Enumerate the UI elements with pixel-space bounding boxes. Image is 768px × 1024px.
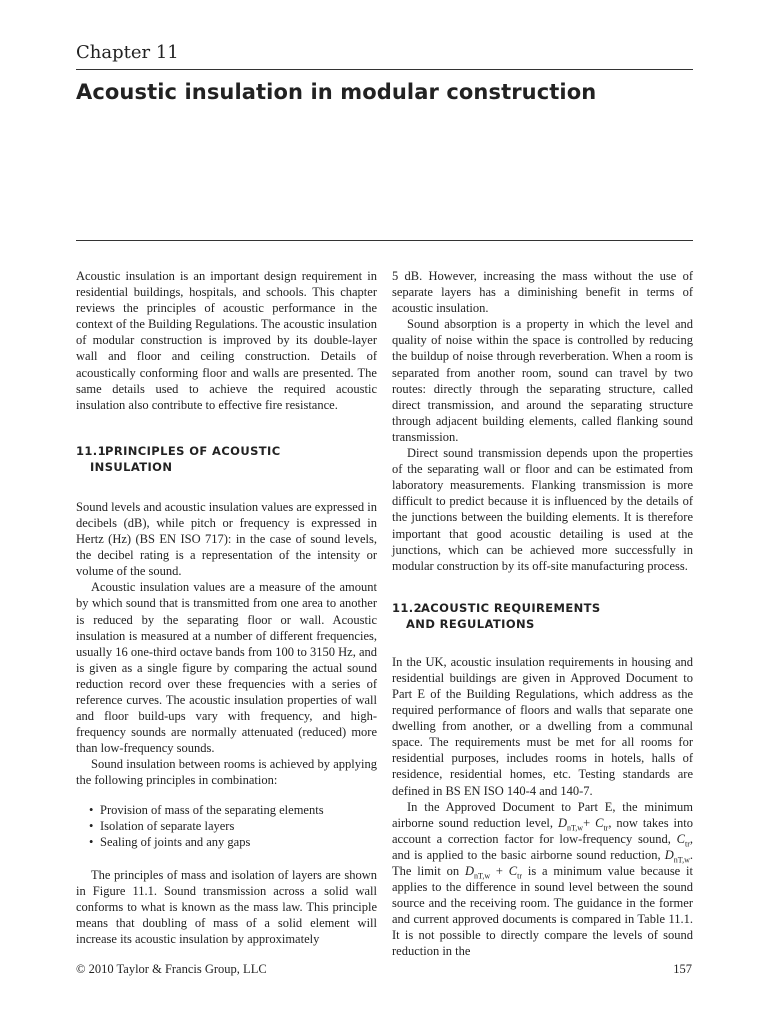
chapter-title: Acoustic insulation in modular construction <box>76 80 597 104</box>
principles-list <box>76 802 377 850</box>
list-item-text: Isolation of separate layers <box>100 818 235 833</box>
bullet-icon: • <box>89 834 94 849</box>
page-number: 157 <box>673 962 692 976</box>
list-item <box>89 818 377 834</box>
list-item-text: Sealing of joints and any gaps <box>100 834 251 849</box>
section-number: 11.2 <box>392 600 422 615</box>
paragraph: 5 dB. However, increasing the mass without the use of separate layers has a diminishing benefit in terms of acoustic insulation. <box>392 269 693 316</box>
intro-paragraph: Acoustic insulation is an important design requirement in residential buildings, hospitals, and schools. This chapter reviews the principles of acoustic performance in the context of the Building Regulations. The acoustic insulation of modular construction is improved by its double-layer wall and floor and ceiling construction. Details of acoustically conforming floor and walls are presented. The same details used to achieve the required acoustic insulation also contribute to effective fire resistance. <box>76 269 377 412</box>
list-item <box>89 802 377 818</box>
section-heading-11-1 <box>76 443 377 475</box>
list-item <box>89 834 377 850</box>
paragraph: Direct sound transmission depends upon the properties of the separating wall or floor and can be estimated from laboratory measurements. Flanking transmission is more difficult to predict because it is influenced by the details of the junctions between the building elements. It is therefore important that good acoustic detailing is used at the junctions, which can be achieved more successfully in modular construction by its off-site manufacturing process. <box>392 446 693 573</box>
paragraph-with-formulas: In the Approved Document to Part E, the minimum airborne sound reduction level, $D_{nT,w}+ C_{tr}$, now takes into account a correction factor for low-frequency sound, $C_{tr}$, and is applied to the basic airborne sound reduction, $D_{nT,w}$. The limit on $D_{nT,w} + C_{tr}$ is a minimum value because it applies to the difference in sound level between the sound source and the receiving room. The guidance in the former and current approved documents is compared in Table 11.1. It is not possible to directly compare the levels of sound reduction in the <box>392 799 693 959</box>
paragraph: Acoustic insulation values are a measure of the amount by which sound that is transmitted from one area to another is reduced by the separating floor or wall. Acoustic insulation is measured at a number of different frequencies, usually 16 one-third octave bands from 100 to 3150 Hz, and is given as a single figure by comparing the actual sound reduction record over these frequencies with a series of reference curves. The acoustic insulation properties of wall and floor build-ups vary with frequency, and high-frequency sounds are normally attenuated (reduced) more than low-frequency sounds. <box>76 580 377 756</box>
section-title-line2: AND REGULATIONS <box>406 616 535 631</box>
section-title-line1: ACOUSTIC REQUIREMENTS <box>421 600 601 615</box>
header-bottom-rule <box>76 240 693 241</box>
bullet-icon: • <box>89 818 94 833</box>
paragraph: Sound insulation between rooms is achieved by applying the following principles in combination: <box>76 757 377 788</box>
right-column <box>392 268 693 960</box>
copyright-notice: © 2010 Taylor & Francis Group, LLC <box>76 962 267 976</box>
chapter-label: Chapter 11 <box>76 42 179 63</box>
section-number: 11.1 <box>76 443 106 458</box>
left-column <box>76 268 377 947</box>
list-item-text: Provision of mass of the separating elements <box>100 802 324 817</box>
bullet-icon: • <box>89 802 94 817</box>
paragraph: Sound absorption is a property in which the level and quality of noise within the space is controlled by reducing the buildup of noise through reverberation. When a room is separated from another room, sound can travel by two routes: directly through the separating structure, called direct transmission, and around the separating structure through adjacent building elements, called flanking sound transmission. <box>392 317 693 444</box>
section-title-line2: INSULATION <box>90 459 173 474</box>
paragraph: In the UK, acoustic insulation requirements in housing and residential buildings are given in Approved Document to Part E of the Building Regulations, which address as the required performance of floors and walls that separate one dwelling from another, or a dwelling from a communal space. The requirements must be met for all rooms for residential purposes, includes rooms in hotels, halls of residence, residential homes, etc. Testing standards are defined in BS EN ISO 140-4 and 140-7. <box>392 654 693 798</box>
paragraph: The principles of mass and isolation of layers are shown in Figure 11.1. Sound transmission across a solid wall conforms to what is known as the mass law. This principle means that doubling of mass of a solid element will increase its acoustic insulation by approximately <box>76 867 377 947</box>
paragraph: Sound levels and acoustic insulation values are expressed in decibels (dB), while pitch or frequency is expressed in Hertz (Hz) (BS EN ISO 717): in the case of sound levels, the decibel rating is a representation of the intensity or volume of the sound. <box>76 499 377 579</box>
section-title-line1: PRINCIPLES OF ACOUSTIC <box>105 443 281 458</box>
top-rule <box>76 69 693 70</box>
section-heading-11-2 <box>392 600 693 632</box>
